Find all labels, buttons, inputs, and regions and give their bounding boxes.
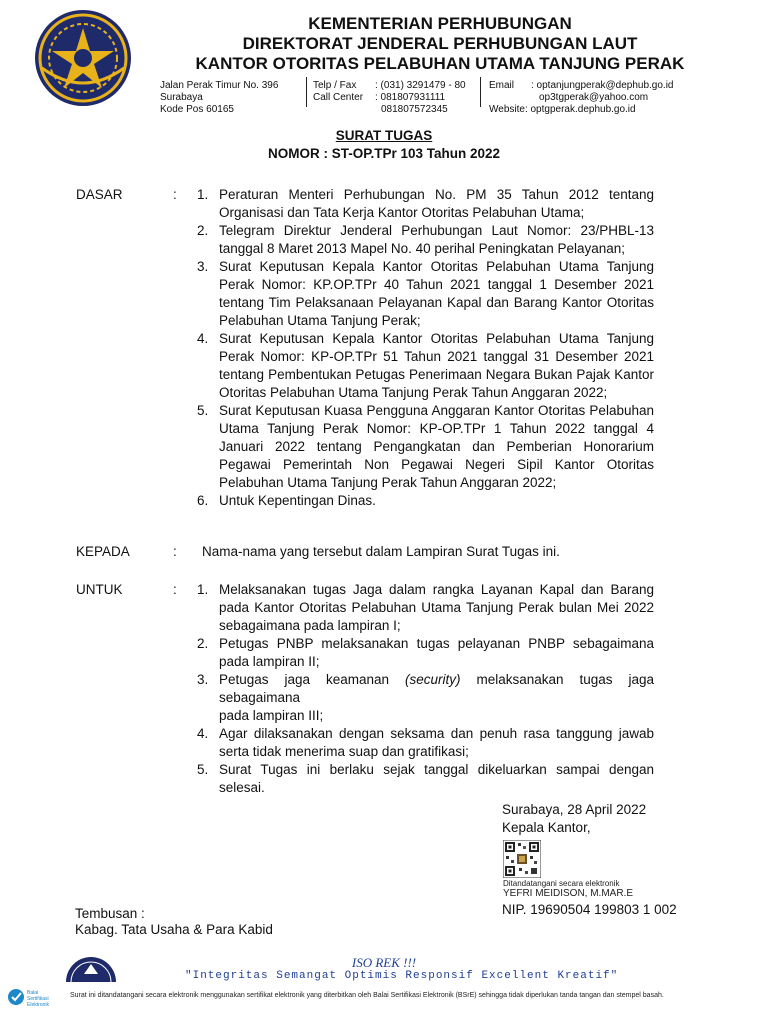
list-item: 6. Untuk Kepentingan Dinas. xyxy=(197,493,376,508)
section-untuk: UNTUK : 1. Melaksanakan tugas Jaga dalam rangka Layanan Kapal dan Barang pada Kantor Otoritas Pelabuhan Utama Tanjung Perak bulan Mei 2022 sebagaimana pada lampiran I; 2. Petugas PNBP melaksanakan tugas pelayanan PNBP sebagaimana pada lampiran II; 3. Petugas jaga keamanan (security) melaksanakan tugas jaga sebagaimana pada lampiran III; 4. Agar dilaksanakan dengan seksama dan penuh rasa tanggung jawab serta tidak menerima suap dan gratifikasi; 5. Surat Tugas ini berlaku sejak tanggal dikeluarkan sampai dengan selesai. xyxy=(76,582,655,795)
list-item: 2. Telegram Direktur Jenderal Perhubungan Laut Nomor: 23/PHBL-13 tanggal 8 Maret 2013 Mapel No. 40 perihal Peningkatan Pelayanan; xyxy=(197,223,654,256)
list-item: 3. Petugas jaga keamanan (security) melaksanakan tugas jaga sebagaimana pada lampiran III; xyxy=(197,672,655,723)
letterhead-divider xyxy=(480,77,481,107)
svg-text:Elektronik: Elektronik xyxy=(27,1002,49,1008)
section-kepada: KEPADA : Nama-nama yang tersebut dalam Lampiran Surat Tugas ini. xyxy=(76,544,560,559)
list-item: 1. Melaksanakan tugas Jaga dalam rangka Layanan Kapal dan Barang pada Kantor Otoritas Pelabuhan Utama Tanjung Perak bulan Mei 2022 sebagaimana pada lampiran I; xyxy=(197,582,654,633)
section-label: UNTUK xyxy=(76,582,123,597)
tembusan-label: Tembusan : xyxy=(75,906,145,921)
svg-text:Balai: Balai xyxy=(27,990,39,996)
list-item: 4. Surat Keputusan Kepala Kantor Otoritas Pelabuhan Utama Tanjung Perak Nomor: KP-OP.TPr 51 Tahun 2021 tanggal 31 Desember 2021 tentang Pembentukan Petugas Penerimaan Negara Bukan Pajak Kantor Otoritas Pelabuhan Utama Tanjung Perak Tahun Anggaran 2022; xyxy=(197,331,654,400)
list-item: 2. Petugas PNBP melaksanakan tugas pelayanan PNBP sebagaimana pada lampiran II; xyxy=(197,636,654,669)
letterhead-ministry: KEMENTERIAN PERHUBUNGAN xyxy=(308,14,572,33)
signed-electronically-note: Ditandatangani secara elektronik xyxy=(503,879,620,888)
letterhead-address: Jalan Perak Timur No. 396 Surabaya Kode Pos 60165 xyxy=(160,80,279,115)
list-item: 4. Agar dilaksanakan dengan seksama dan penuh rasa tanggung jawab serta tidak menerima suap dan gratifikasi; xyxy=(197,726,654,759)
svg-text:Sertifikasi: Sertifikasi xyxy=(27,996,49,1002)
qr-code-icon xyxy=(503,840,541,878)
letterhead-phone: Telp / Fax : (031) 3291479 - 80 Call Center : 081807931111 081807572345 xyxy=(313,80,466,115)
untuk-list xyxy=(197,581,654,797)
list-item: 5. Surat Keputusan Kuasa Pengguna Anggaran Kantor Otoritas Pelabuhan Utama Tanjung Perak Nomor: KP-OP.TPr 1 Tahun 2022 tanggal 4 Januari 2022 tentang Pengangkatan dan Pemberian Honorarium Pegawai Pemerintah Non Pegawai Negeri Sipil Kantor Otoritas Pelabuhan Utama Tanjung Perak Tahun Anggaran 2022; xyxy=(197,403,654,490)
signatory-nip: NIP. 19690504 199803 1 002 xyxy=(502,902,677,917)
footer-iso: ISO REK !!! xyxy=(351,955,417,970)
letterhead-email: Email : optanjungperak@dephub.go.id op3tgperak@yahoo.com Website: optgperak.dephub.go.id xyxy=(489,80,674,115)
list-item: 5. Surat Tugas ini berlaku sejak tanggal dikeluarkan sampai dengan selesai. xyxy=(197,762,654,795)
footer-esign-note: Surat ini ditandatangani secara elektronik menggunakan sertifikat elektronik yang diterbitkan oleh Balai Sertifikasi Elektronik (BSrE) sehingga tidak diperlukan tanda tangan dan stempel basah. xyxy=(70,992,664,999)
ministry-logo xyxy=(22,6,144,110)
dasar-list xyxy=(197,186,654,510)
signature-place-date: Surabaya, 28 April 2022 xyxy=(502,802,647,817)
section-dasar: DASAR : 1. Peraturan Menteri Perhubungan No. PM 35 Tahun 2012 tentang Organisasi dan Tata Kerja Kantor Otoritas Pelabuhan Utama; 2. Telegram Direktur Jenderal Perhubungan Laut Nomor: 23/PHBL-13 tanggal 8 Maret 2013 Mapel No. 40 perihal Peningkatan Pelayanan; 3. Surat Keputusan Kepala Kantor Otoritas Pelabuhan Utama Tanjung Perak Nomor: KP.OP.TPr 40 Tahun 2021 tanggal 1 Desember 2021 tentang Tim Pelaksanaan Pelayanan Kapal dan Barang Kantor Otoritas Pelabuhan Utama Tanjung Perak; 4. Surat Keputusan Kepala Kantor Otoritas Pelabuhan Utama Tanjung Perak Nomor: KP-OP.TPr 51 Tahun 2021 tanggal 31 Desember 2021 tentang Pembentukan Petugas Penerimaan Negara Bukan Pajak Kantor Otoritas Pelabuhan Utama Tanjung Perak Tahun Anggaran 2022; 5. Surat Keputusan Kuasa Pengguna Anggaran Kantor Otoritas Pelabuhan Utama Tanjung Perak Nomor: KP-OP.TPr 1 Tahun 2022 tanggal 4 Januari 2022 tentang Pengangkatan dan Pemberian Honorarium Pegawai Pemerintah Non Pegawai Negeri Sipil Kantor Otoritas Pelabuhan Utama Tanjung Perak Tahun Anggaran 2022; 6. Untuk Kepentingan Dinas. xyxy=(76,187,654,508)
letterhead-directorate: DIREKTORAT JENDERAL PERHUBUNGAN LAUT xyxy=(242,34,638,53)
letterhead-office: KANTOR OTORITAS PELABUHAN UTAMA TANJUNG PERAK xyxy=(195,54,685,73)
document-title: SURAT TUGAS xyxy=(335,128,433,143)
document-number: NOMOR : ST-OP.TPr 103 Tahun 2022 xyxy=(267,146,501,161)
list-item: 1. Peraturan Menteri Perhubungan No. PM 35 Tahun 2012 tentang Organisasi dan Tata Kerja Kantor Otoritas Pelabuhan Utama; xyxy=(197,187,654,220)
signatory-name: YEFRI MEIDISON, M.MAR.E xyxy=(503,888,634,899)
tembusan-item: Kabag. Tata Usaha & Para Kabid xyxy=(75,922,273,937)
list-item: 3. Surat Keputusan Kepala Kantor Otoritas Pelabuhan Utama Tanjung Perak Nomor: KP.OP.TPr 40 Tahun 2021 tanggal 1 Desember 2021 tentang Tim Pelaksanaan Pelayanan Kapal dan Barang Kantor Otoritas Pelabuhan Utama Tanjung Perak; xyxy=(197,259,654,328)
signature-position: Kepala Kantor, xyxy=(502,820,591,835)
section-label: DASAR xyxy=(76,187,123,202)
letterhead-website[interactable]: Website: optgperak.dephub.go.id xyxy=(489,104,636,115)
section-label: KEPADA xyxy=(76,544,130,559)
bsre-logo-icon xyxy=(6,984,64,1010)
footer-motto: "Integritas Semangat Optimis Responsif Excellent Kreatif" xyxy=(185,970,619,982)
letterhead-divider xyxy=(306,77,307,107)
